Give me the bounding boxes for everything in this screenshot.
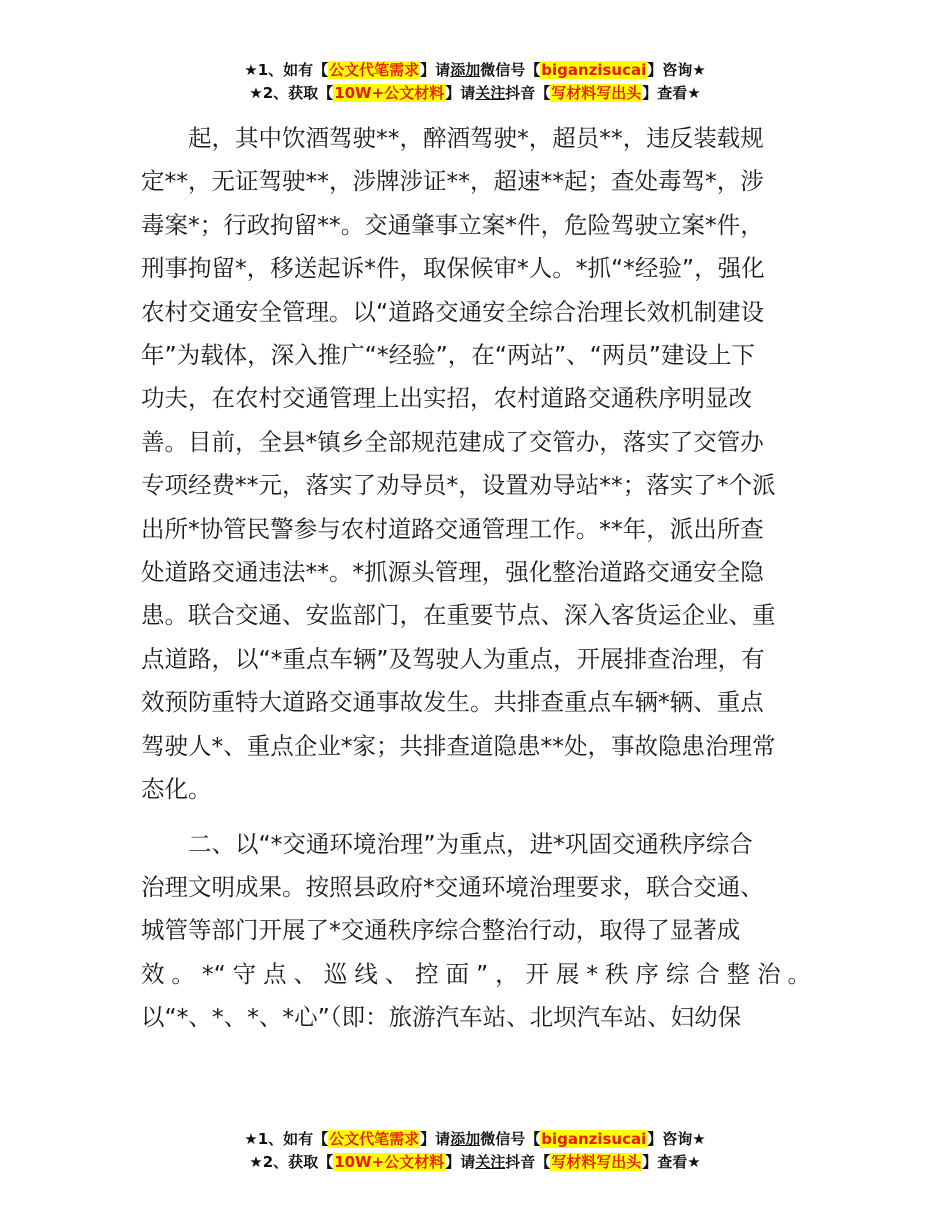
highlight-ghostwriting: 公文代笔需求	[329, 1130, 420, 1148]
highlight-materials: 10W+公文材料	[334, 1153, 445, 1171]
text-line: 起，其中饮酒驾驶**，醉酒驾驶*，超员**，违反装载规	[188, 124, 764, 152]
banner-line-1: ★1、如有【公文代笔需求】请添加微信号【biganzisucai】咨询★	[244, 61, 706, 79]
header-banner	[0, 59, 950, 105]
text-line: 功夫，在农村交通管理上出实招，农村道路交通秩序明显改	[141, 384, 752, 413]
text-line: 出所*协管民警参与农村道路交通管理工作。**年，派出所查	[141, 514, 764, 543]
text-line: 效。*“守点、巡线、控面”，开展*秩序综合整治。	[141, 959, 811, 988]
text-line: 处道路交通违法**。*抓源头管理，强化整治道路交通安全隐	[141, 558, 764, 587]
highlight-ghostwriting: 公文代笔需求	[329, 61, 420, 79]
text-line: 患。联合交通、安监部门，在重要节点、深入客货运企业、重	[141, 601, 776, 630]
text-line: 定**，无证驾驶**，涉牌涉证**，超速**起；查处毒驾*，涉	[141, 167, 764, 196]
highlight-douyin-id: 写材料写出头	[551, 1153, 642, 1171]
highlight-wechat-id: biganzisucai	[541, 61, 647, 79]
banner-line-2: ★2、获取【10W+公文材料】请关注抖音【写材料写出头】查看★	[249, 84, 701, 102]
text-line: 城管等部门开展了*交通秩序综合整治行动，取得了显著成	[141, 916, 741, 945]
text-line: 刑事拘留*，移送起诉*件，取保候审*人。*抓“*经验”，强化	[141, 254, 765, 283]
footer-banner	[0, 1128, 950, 1174]
text-line: 年”为载体，深入推广“*经验”，在“两站”、“两员”建设上下	[141, 341, 755, 370]
text-line: 驾驶人*、重点企业*家；共排查道隐患**处，事故隐患治理常	[141, 731, 776, 760]
document-body	[141, 117, 811, 1040]
text-line: 治理文明成果。按照县政府*交通环境治理要求，联合交通、	[141, 872, 764, 901]
text-line: 效预防重特大道路交通事故发生。共排查重点车辆*辆、重点	[141, 688, 764, 717]
text-line: 以“*、*、*、*心”（即：旅游汽车站、北坝汽车站、妇幼保	[141, 1003, 742, 1032]
text-line: 农村交通安全管理。以“道路交通安全综合治理长效机制建设	[141, 297, 765, 326]
text-line: 二、以“*交通环境治理”为重点，进*巩固交通秩序综合	[188, 829, 753, 858]
highlight-douyin-id: 写材料写出头	[551, 84, 642, 102]
banner-line-2: ★2、获取【10W+公文材料】请关注抖音【写材料写出头】查看★	[249, 1153, 701, 1171]
paragraph-2	[141, 823, 811, 1040]
text-line: 态化。	[141, 775, 212, 804]
banner-line-1: ★1、如有【公文代笔需求】请添加微信号【biganzisucai】咨询★	[244, 1130, 706, 1148]
highlight-materials: 10W+公文材料	[334, 84, 445, 102]
text-line: 专项经费**元，落实了劝导员*，设置劝导站**；落实了*个派	[141, 471, 776, 500]
text-line: 点道路，以“*重点车辆”及驾驶人为重点，开展排查治理，有	[141, 644, 765, 673]
text-line: 善。目前，全县*镇乡全部规范建成了交管办，落实了交管办	[141, 427, 764, 456]
highlight-wechat-id: biganzisucai	[541, 1130, 647, 1148]
text-line: 毒案*；行政拘留**。交通肇事立案*件，危险驾驶立案*件，	[141, 210, 764, 239]
paragraph-1	[141, 117, 811, 812]
